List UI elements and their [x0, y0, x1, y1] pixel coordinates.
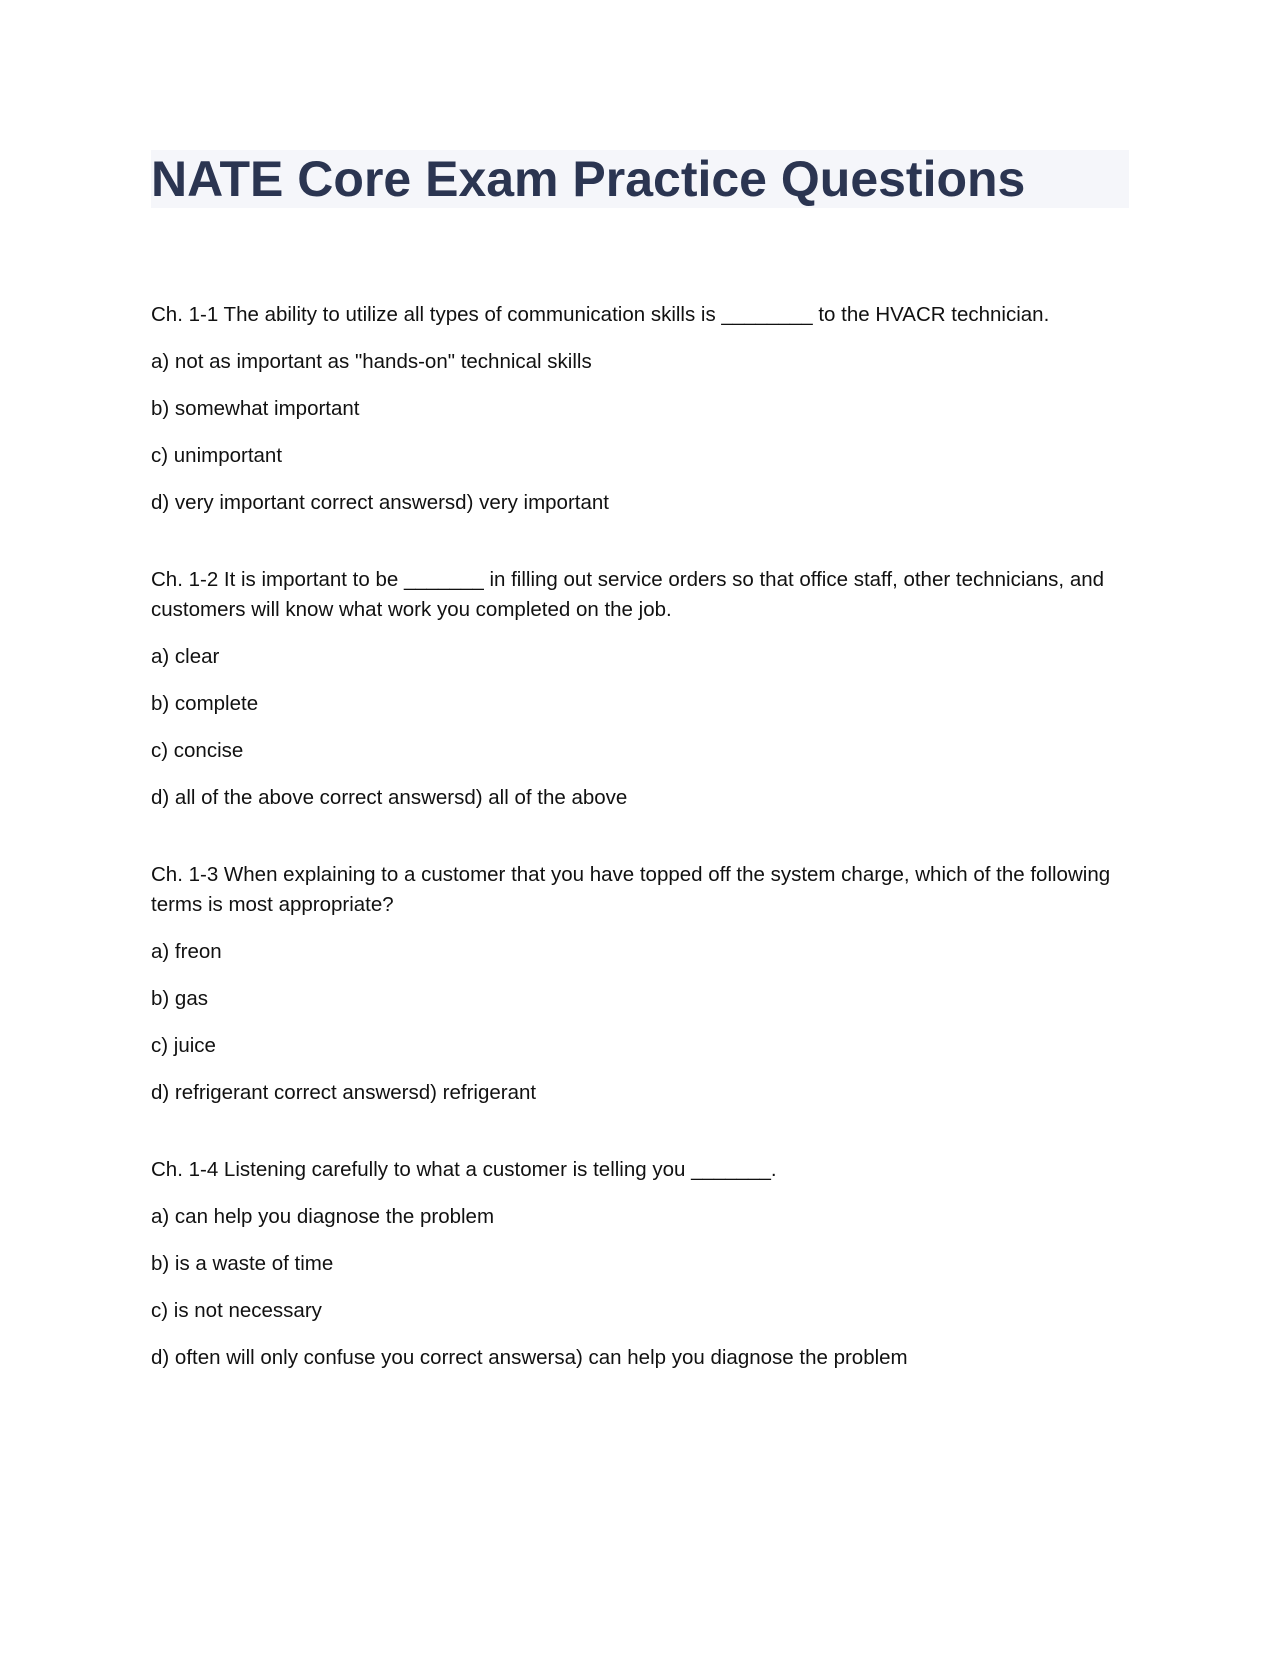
option-c: c) unimportant: [151, 444, 283, 467]
question-text: Ch. 1-2 It is important to be _______ in filling out service orders so that office staff, other technicians, and customers will know what work you completed on the job.: [151, 568, 1105, 621]
option-b: b) complete: [151, 692, 259, 715]
question-2: [151, 565, 1111, 813]
option-a: a) not as important as "hands-on" technical skills: [151, 350, 592, 373]
question-text: Ch. 1-1 The ability to utilize all types of communication skills is ________ to the HVACR technician.: [151, 303, 1050, 326]
question-3: [151, 860, 1111, 1108]
option-c: c) is not necessary: [151, 1299, 322, 1322]
question-text: Ch. 1-4 Listening carefully to what a customer is telling you _______.: [151, 1158, 777, 1181]
option-d-answer: d) very important correct answersd) very important: [151, 491, 609, 514]
question-text: Ch. 1-3 When explaining to a customer that you have topped off the system charge, which of the following terms is most appropriate?: [151, 863, 1111, 916]
option-a: a) can help you diagnose the problem: [151, 1205, 495, 1228]
option-d-answer: d) all of the above correct answersd) all of the above: [151, 786, 628, 809]
option-b: b) is a waste of time: [151, 1252, 334, 1275]
option-b: b) gas: [151, 987, 208, 1010]
question-4: [151, 1155, 1111, 1373]
option-d-answer: d) refrigerant correct answersd) refrigerant: [151, 1081, 537, 1104]
page-title: NATE Core Exam Practice Questions: [151, 151, 1026, 207]
option-a: a) freon: [151, 940, 222, 963]
questions-list: [151, 300, 1111, 1419]
option-a: a) clear: [151, 645, 220, 668]
option-b: b) somewhat important: [151, 397, 360, 420]
option-d-answer: d) often will only confuse you correct answersa) can help you diagnose the problem: [151, 1346, 908, 1369]
option-c: c) juice: [151, 1034, 216, 1057]
question-1: [151, 300, 1111, 518]
option-c: c) concise: [151, 739, 244, 762]
